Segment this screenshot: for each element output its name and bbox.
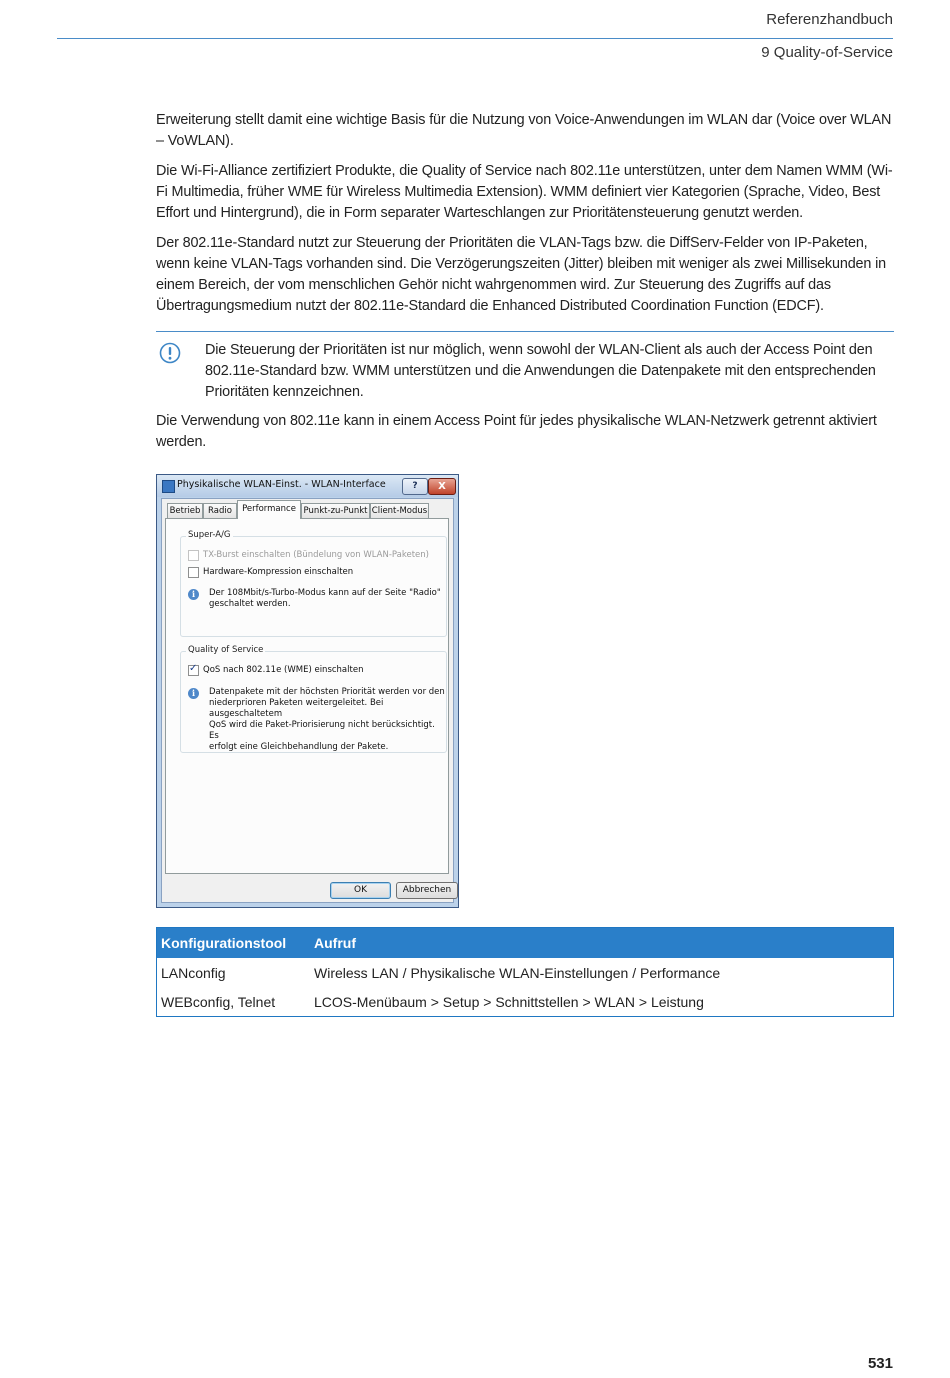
page-number: 531 [867, 1355, 893, 1372]
performance-tab-panel [165, 518, 449, 874]
exclamation-circle-icon [159, 342, 181, 364]
cancel-button[interactable]: Abbrechen [396, 882, 458, 899]
info-line: QoS wird die Paket-Priorisierung nicht berücksichtigt. Es [209, 720, 435, 741]
compression-checkbox[interactable] [188, 567, 199, 578]
help-button[interactable]: ? [402, 478, 428, 495]
page-header-chapter: 9 Quality-of-Service [761, 44, 893, 61]
info-line: Der 108Mbit/s-Turbo-Modus kann auf der Seite "Radio" [209, 588, 441, 598]
table-header-row [157, 928, 894, 959]
note-box [156, 331, 894, 403]
group-quality-of-service [180, 645, 447, 753]
group-label: Quality of Service [188, 645, 264, 655]
txburst-label: TX-Burst einschalten (Bündelung von WLAN-Paketen) [203, 550, 429, 560]
column-header: Aufruf [310, 928, 894, 959]
paragraph: Erweiterung stellt damit eine wichtige Basis für die Nutzung von Voice-Anwendungen im WLAN dar (Voice over WLAN – VoWLAN). [156, 112, 892, 149]
ok-button[interactable]: OK [330, 882, 391, 899]
header-rule [57, 38, 893, 39]
tab-punkt-zu-punkt[interactable]: Punkt-zu-Punkt [301, 503, 370, 518]
tab-client-modus[interactable]: Client-Modus [370, 503, 429, 518]
configuration-table [156, 927, 894, 1017]
wlan-settings-dialog [156, 474, 459, 908]
info-icon: i [188, 688, 199, 699]
group-label: Super-A/G [188, 530, 231, 540]
txburst-checkbox-row[interactable] [188, 550, 429, 561]
txburst-checkbox[interactable] [188, 550, 199, 561]
info-text [209, 687, 446, 753]
table-cell: WEBconfig, Telnet [161, 993, 276, 1010]
wme-checkbox[interactable] [188, 665, 199, 676]
tab-performance[interactable]: Performance [237, 500, 301, 519]
info-text [209, 588, 441, 610]
info-icon: i [188, 589, 199, 600]
dialog-titlebar [157, 475, 458, 497]
column-header: Konfigurationstool [157, 928, 311, 959]
compression-label: Hardware-Kompression einschalten [203, 567, 354, 577]
info-line: Datenpakete mit der höchsten Priorität werden vor den [209, 687, 445, 697]
info-line: niederprioren Paketen weitergeleitet. Bei ausgeschaltetem [209, 698, 384, 719]
group-super-ag [180, 530, 447, 637]
wme-label: QoS nach 802.11e (WME) einschalten [203, 665, 364, 675]
dialog-title: Physikalische WLAN-Einst. - WLAN-Interface [177, 479, 386, 490]
compression-checkbox-row[interactable] [188, 567, 353, 578]
table-cell: Wireless LAN / Physikalische WLAN-Einstellungen / Performance [314, 964, 721, 981]
tab-betrieb[interactable]: Betrieb [167, 503, 203, 518]
info-line: erfolgt eine Gleichbehandlung der Pakete. [209, 742, 389, 752]
app-icon [162, 480, 175, 493]
paragraph: Die Verwendung von 802.11e kann in einem Access Point für jedes physikalische WLAN-Netzwerk getrennt aktiviert werden. [156, 413, 877, 450]
info-line: geschaltet werden. [209, 599, 291, 609]
page-header-title: Referenzhandbuch [766, 11, 893, 28]
note-text: Die Steuerung der Prioritäten ist nur möglich, wenn sowohl der WLAN-Client als auch der Access Point den 802.11e-Standard bzw. WMM unterstützen und die Anwendungen die Datenpakete mit den entsprechenden Prioritäten kennzeichnen. [205, 342, 876, 400]
close-button[interactable]: X [428, 478, 456, 495]
table-cell: LANconfig [161, 964, 226, 981]
paragraph: Die Wi-Fi-Alliance zertifiziert Produkte, die Quality of Service nach 802.11e unterstützen, unter dem Namen WMM (Wi-Fi Multimedia, früher WME für Wireless Multimedia Extension). WMM definiert vier Kategorien (Sprache, Video, Best Effort und Hintergrund), die in Form separater Warteschlangen zur Prioritätensteuerung genutzt werden. [156, 163, 893, 221]
dialog-client-area [161, 498, 454, 903]
table-row [157, 958, 894, 987]
table-cell: LCOS-Menübaum > Setup > Schnittstellen > WLAN > Leistung [314, 993, 704, 1010]
body-text [156, 110, 894, 462]
wme-checkbox-row[interactable] [188, 665, 363, 676]
paragraph: Der 802.11e-Standard nutzt zur Steuerung der Prioritäten die VLAN-Tags bzw. die DiffServ-Felder von IP-Paketen, wenn keine VLAN-Tags vorhanden sind. Die Verzögerungszeiten (Jitter) bleiben mit weniger als zwei Millisekunden in einem Bereich, der vom menschlichen Gehör nicht wahrgenommen wird. Zur Steuerung des Zugriffs auf das Übertragungsmedium nutzt der 802.11e-Standard die Enhanced Distributed Coordination Function (EDCF). [156, 235, 886, 314]
table-row [157, 987, 894, 1017]
tab-radio[interactable]: Radio [203, 503, 237, 518]
